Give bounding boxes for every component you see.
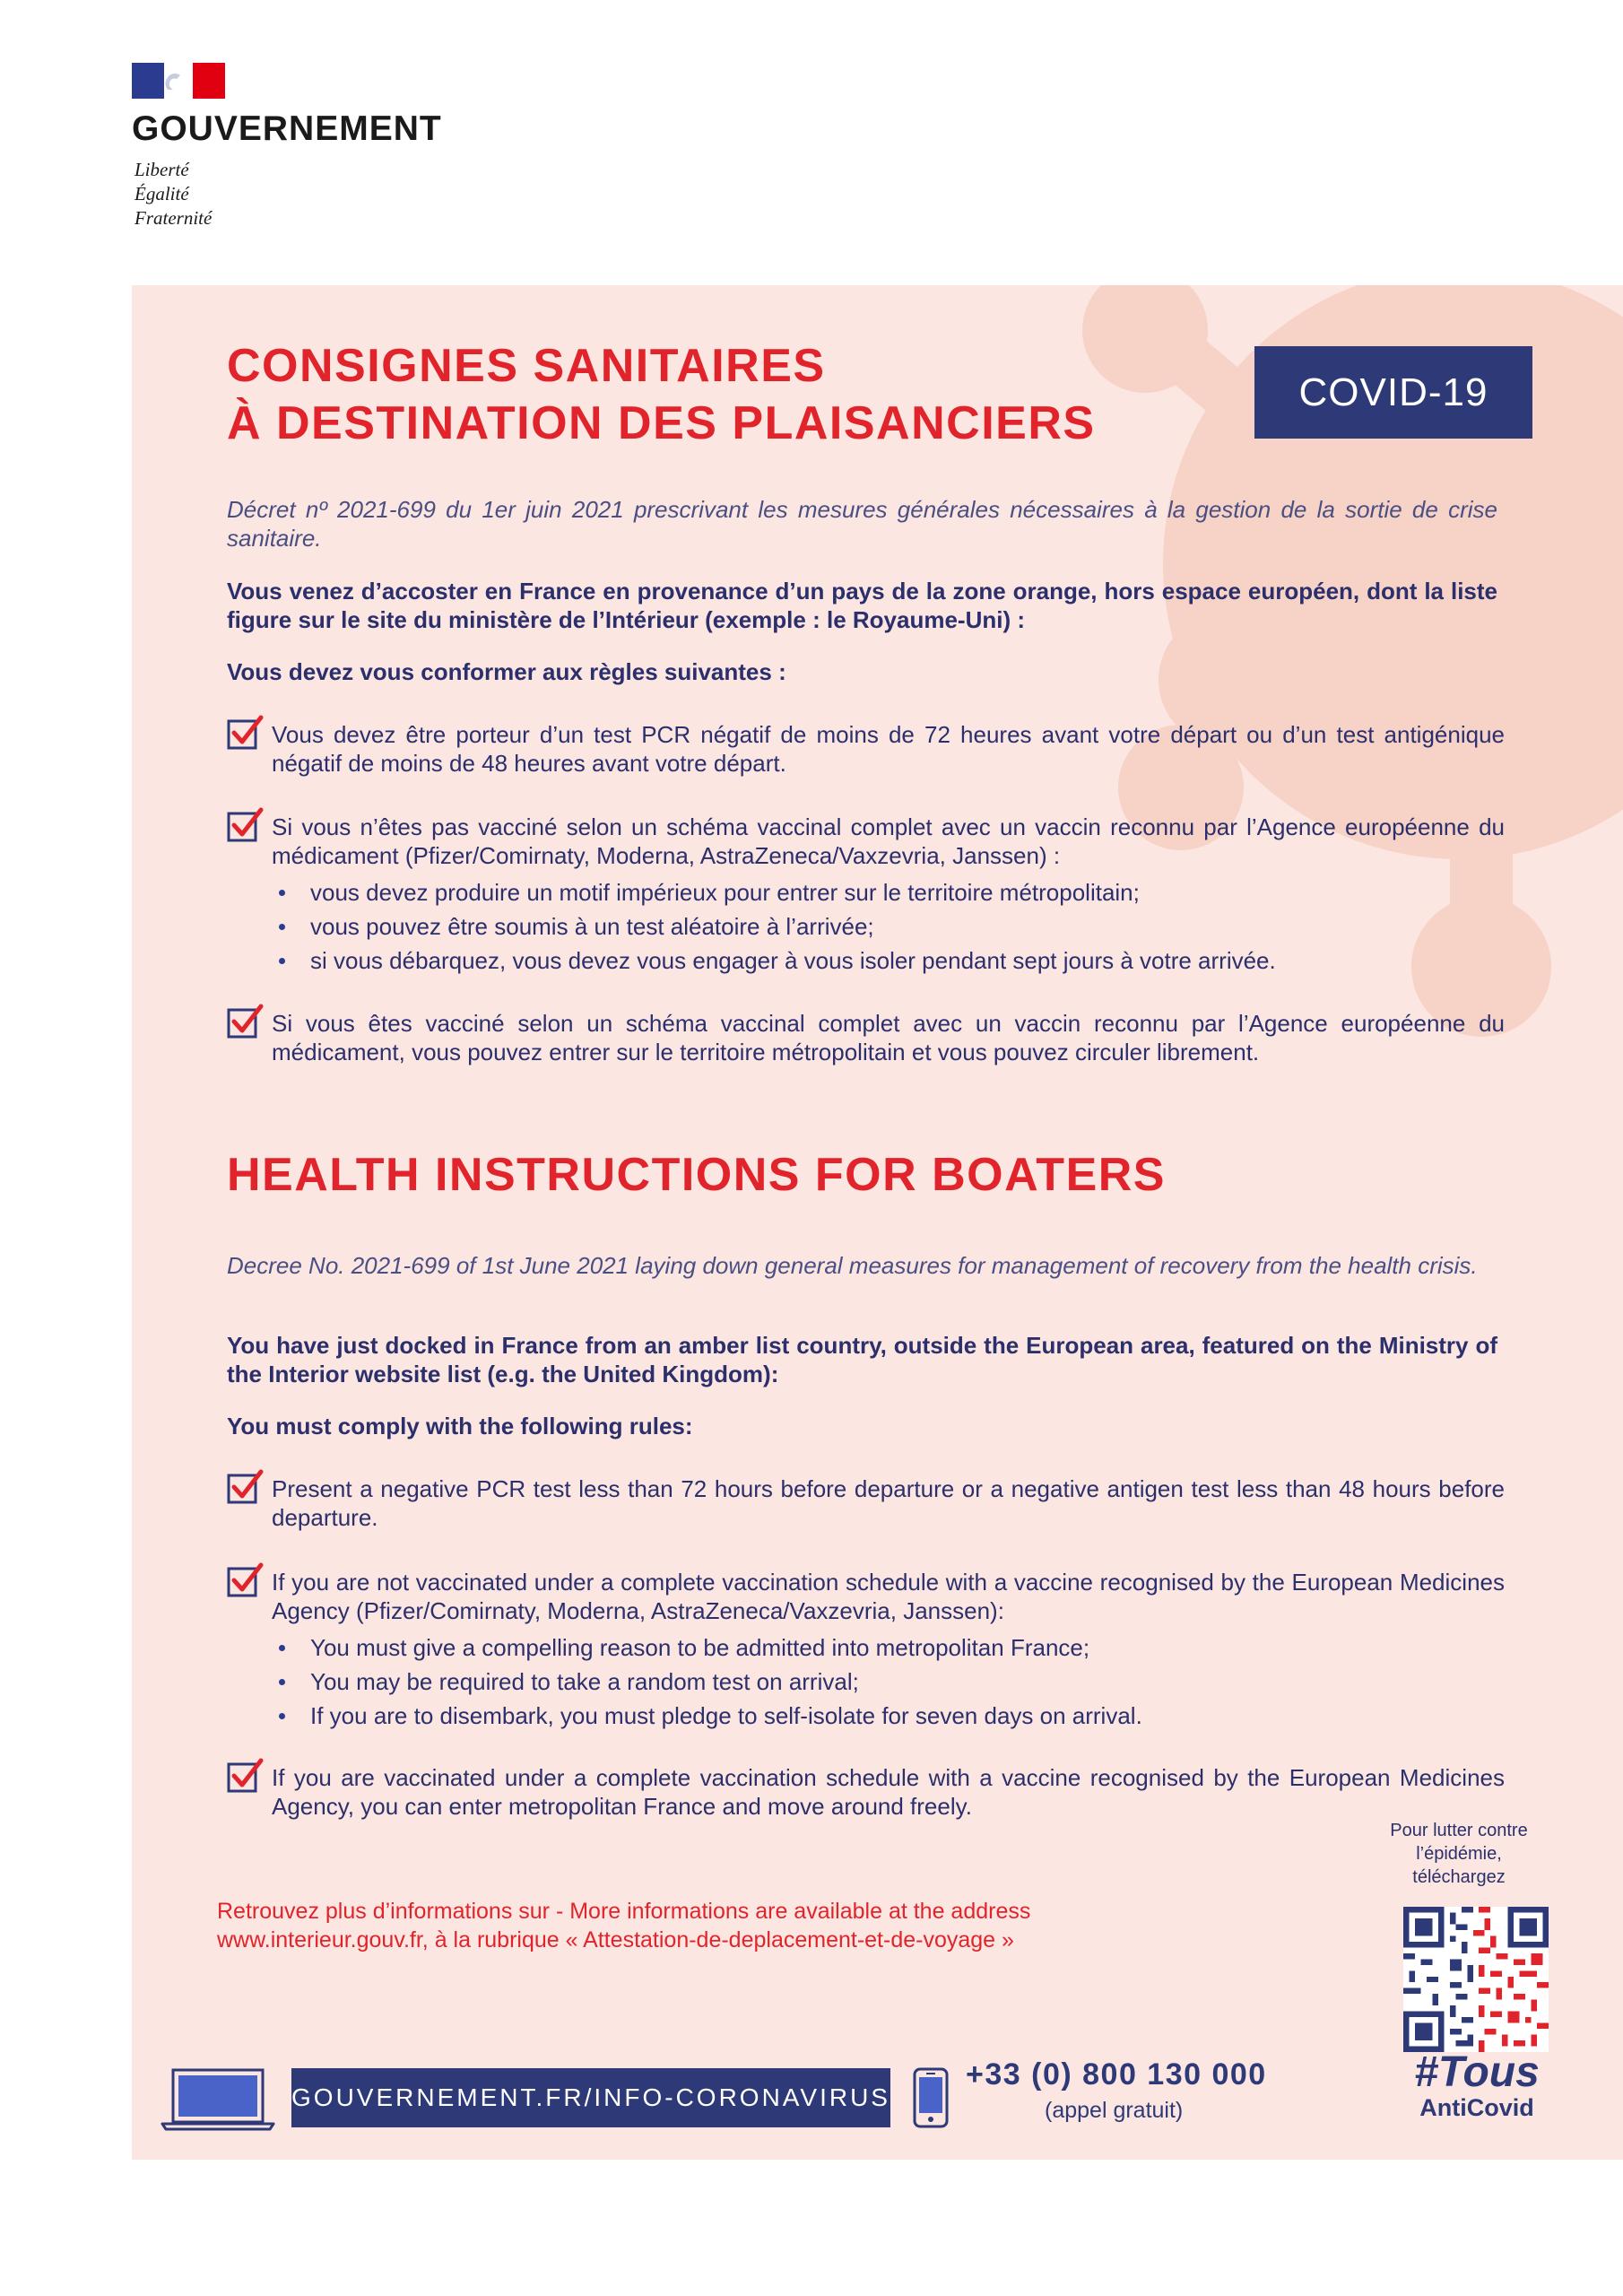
laptop-icon <box>159 2066 277 2131</box>
english-decree: Decree No. 2021-699 of 1st June 2021 laying down general measures for management of recovery from the health crisis. <box>227 1252 1478 1279</box>
list-item: vous pouvez être soumis à un test aléatoire à l’arrivée; <box>272 909 1505 944</box>
qr-code-icon[interactable] <box>1403 1907 1549 2052</box>
french-rules-heading: Vous devez vous conformer aux règles suivantes : <box>227 658 786 685</box>
french-intro: Vous venez d’accoster en France en provenance d’un pays de la zone orange, hors espace européen, dont la liste figure sur le site du ministère de l’Intérieur (exemple : le Royaume-Uni) : <box>227 578 1497 633</box>
checkbox-checked-icon <box>227 1004 265 1039</box>
government-name: GOUVERNEMENT <box>132 109 442 148</box>
french-rule-2 <box>227 813 1505 978</box>
checkbox-checked-icon <box>227 1758 265 1794</box>
marianne-flag-icon <box>132 63 225 99</box>
website-link-button[interactable]: GOUVERNEMENT.FR/INFO-CORONAVIRUS <box>291 2068 890 2127</box>
english-rules-heading: You must comply with the following rules: <box>227 1413 693 1439</box>
checkbox-checked-icon <box>227 1469 265 1505</box>
list-item: si vous débarquez, vous devez vous engager à vous isoler pendant sept jours à votre arrivée. <box>272 944 1505 978</box>
list-item: vous devez produire un motif impérieux pour entrer sur le territoire métropolitain; <box>272 875 1505 909</box>
french-rule-2-bullets <box>272 875 1505 978</box>
french-rule-1-text: Vous devez être porteur d’un test PCR négatif de moins de 72 heures avant votre départ ou d’un test antigénique négatif de moins de 48 heures avant votre départ. <box>272 721 1505 777</box>
french-decree: Décret nº 2021-699 du 1er juin 2021 prescrivant les mesures générales nécessaires à la gestion de la sortie de crise sanitaire. <box>227 496 1497 552</box>
poster-panel <box>132 285 1623 2160</box>
french-rule-3-text: Si vous êtes vacciné selon un schéma vaccinal complet avec un vaccin reconnu par l’Agence européenne du médicament, vous pouvez entrer sur le territoire métropolitain et vous pouvez circuler librement. <box>272 1010 1505 1065</box>
french-title-line1: CONSIGNES SANITAIRES <box>227 340 826 392</box>
more-info-link[interactable]: www.interieur.gouv.fr, à la rubrique « Attestation-de-deplacement-et-de-voyage » <box>217 1927 1014 1952</box>
checkbox-checked-icon <box>227 715 265 751</box>
french-rule-3 <box>227 1009 1505 1066</box>
french-title-line2: À DESTINATION DES PLAISANCIERS <box>227 397 1096 449</box>
phone-icon <box>912 2066 950 2129</box>
government-logo <box>132 63 455 233</box>
more-info-text <box>217 1897 1030 1954</box>
english-rule-1 <box>227 1474 1505 1532</box>
english-rule-2-text: If you are not vaccinated under a complete vaccination schedule with a vaccine recognised by the European Medicines Agency (Pfizer/Comirnaty, Moderna, AstraZeneca/Vaxzevria, Janssen): <box>272 1569 1505 1624</box>
french-rule-1 <box>227 720 1505 778</box>
list-item: If you are to disembark, you must pledge to self-isolate for seven days on arrival. <box>272 1699 1505 1733</box>
list-item: You may be required to take a random test on arrival; <box>272 1665 1505 1699</box>
english-rule-3-text: If you are vaccinated under a complete vaccination schedule with a vaccine recognised by the European Medicines Agency, you can enter metropolitan France and move around freely. <box>272 1764 1505 1820</box>
tousanticovid-hashtag: #Tous <box>1414 2048 1540 2096</box>
republic-motto <box>135 158 212 230</box>
checkbox-checked-icon <box>227 1562 265 1598</box>
phone-number[interactable]: +33 (0) 800 130 000 <box>966 2057 1267 2092</box>
app-caption: Pour lutter contre l’épidémie, téléchargez <box>1390 1821 1528 1887</box>
french-rule-2-text: Si vous n’êtes pas vacciné selon un schéma vaccinal complet avec un vaccin reconnu par l’Agence européenne du médicament (Pfizer/Comirnaty, Moderna, AstraZeneca/Vaxzevria, Janssen) : <box>272 813 1505 869</box>
french-title <box>227 337 1096 452</box>
motto-liberte: Liberté <box>135 159 189 180</box>
english-rule-2-bullets <box>272 1631 1505 1733</box>
more-info-line1: Retrouvez plus d’informations sur - More informations are available at the address <box>217 1899 1031 1924</box>
english-rule-3 <box>227 1763 1505 1821</box>
english-rule-2 <box>227 1568 1505 1733</box>
motto-fraternite: Fraternité <box>135 207 213 229</box>
checkbox-checked-icon <box>227 807 265 843</box>
english-title: HEALTH INSTRUCTIONS FOR BOATERS <box>227 1149 1166 1201</box>
english-intro: You have just docked in France from an amber list country, outside the European area, featured on the Ministry of the Interior website list (e.g. the United Kingdom): <box>227 1332 1497 1387</box>
english-rule-1-text: Present a negative PCR test less than 72 hours before departure or a negative antigen test less than 48 hours before departure. <box>272 1475 1505 1531</box>
covid-badge: COVID-19 <box>1254 346 1532 439</box>
motto-egalite: Égalité <box>135 183 189 204</box>
list-item: You must give a compelling reason to be admitted into metropolitan France; <box>272 1631 1505 1665</box>
tousanticovid-brand <box>1356 2050 1598 2120</box>
phone-note: (appel gratuit) <box>1045 2098 1184 2123</box>
tousanticovid-name: AntiCovid <box>1419 2094 1534 2121</box>
